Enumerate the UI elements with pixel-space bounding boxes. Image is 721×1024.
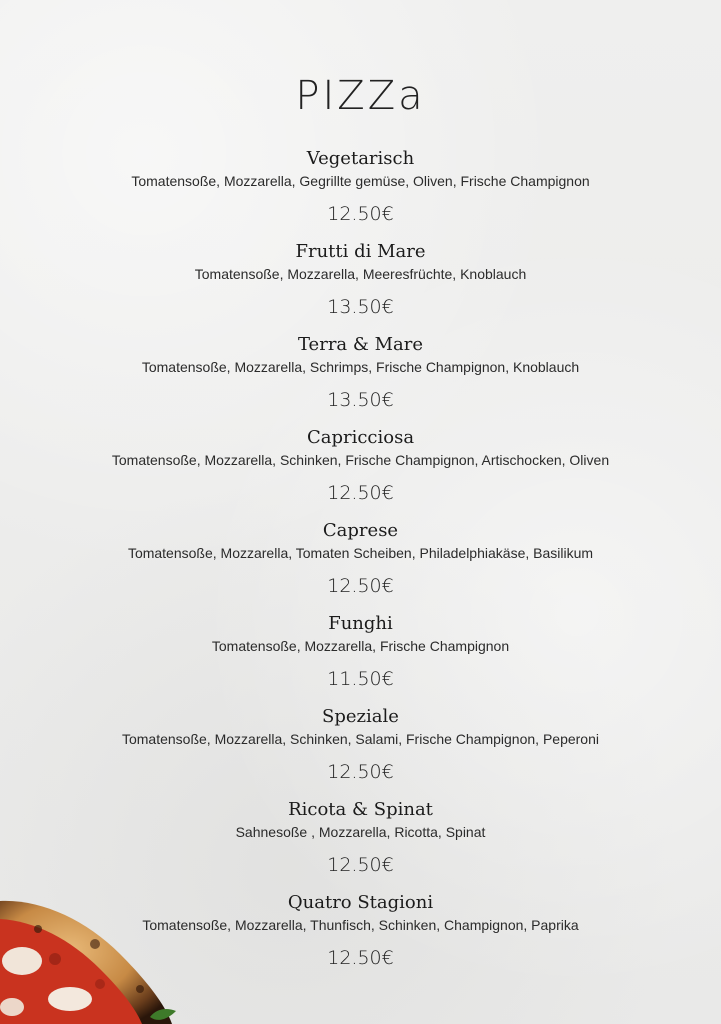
item-price: 12.50€: [327, 947, 394, 969]
pizza-slice-photo: [0, 899, 180, 1024]
item-price: 13.50€: [327, 389, 394, 411]
menu-item-vegetarisch: [0, 144, 721, 237]
item-description: Tomatensoße, Mozzarella, Schinken, Frische Champignon, Artischocken, Oliven: [111, 452, 610, 468]
item-price: 12.50€: [327, 482, 394, 504]
item-price: 12.50€: [327, 203, 394, 225]
item-price: 12.50€: [327, 854, 394, 876]
menu-item-terra-mare: [0, 330, 721, 423]
item-name: Capricciosa: [306, 427, 415, 448]
item-name: Quatro Stagioni: [287, 892, 434, 913]
menu-title: PIZZa: [295, 73, 426, 119]
item-name: Caprese: [322, 520, 399, 541]
item-description: Tomatensoße, Mozzarella, Gegrillte gemüse, Oliven, Frische Champignon: [131, 173, 590, 189]
item-price: 11.50€: [327, 668, 394, 690]
item-price: 12.50€: [327, 761, 394, 783]
item-description: Tomatensoße, Mozzarella, Thunfisch, Schinken, Champignon, Paprika: [142, 917, 579, 933]
item-description: Tomatensoße, Mozzarella, Schinken, Salami, Frische Champignon, Peperoni: [121, 731, 599, 747]
menu-item-ricota-spinat: [0, 795, 721, 888]
item-price: 13.50€: [327, 296, 394, 318]
item-description: Tomatensoße, Mozzarella, Tomaten Scheiben, Philadelphiakäse, Basilikum: [127, 545, 594, 561]
item-description: Tomatensoße, Mozzarella, Frische Champignon: [211, 638, 510, 654]
item-description: Sahnesoße , Mozzarella, Ricotta, Spinat: [235, 824, 486, 840]
menu-item-caprese: [0, 516, 721, 609]
menu-item-speziale: [0, 702, 721, 795]
item-description: Tomatensoße, Mozzarella, Meeresfrüchte, Knoblauch: [194, 266, 527, 282]
menu-item-frutti-di-mare: [0, 237, 721, 330]
item-name: Vegetarisch: [306, 148, 415, 169]
item-description: Tomatensoße, Mozzarella, Schrimps, Frische Champignon, Knoblauch: [141, 359, 580, 375]
item-name: Terra & Mare: [297, 334, 424, 355]
item-name: Funghi: [328, 613, 393, 634]
item-price: 12.50€: [327, 575, 394, 597]
menu-item-funghi: [0, 609, 721, 702]
menu-item-capricciosa: [0, 423, 721, 516]
item-name: Frutti di Mare: [295, 241, 426, 262]
pizza-menu-list: [0, 144, 721, 981]
item-name: Speziale: [322, 706, 399, 727]
item-name: Ricota & Spinat: [288, 799, 433, 820]
